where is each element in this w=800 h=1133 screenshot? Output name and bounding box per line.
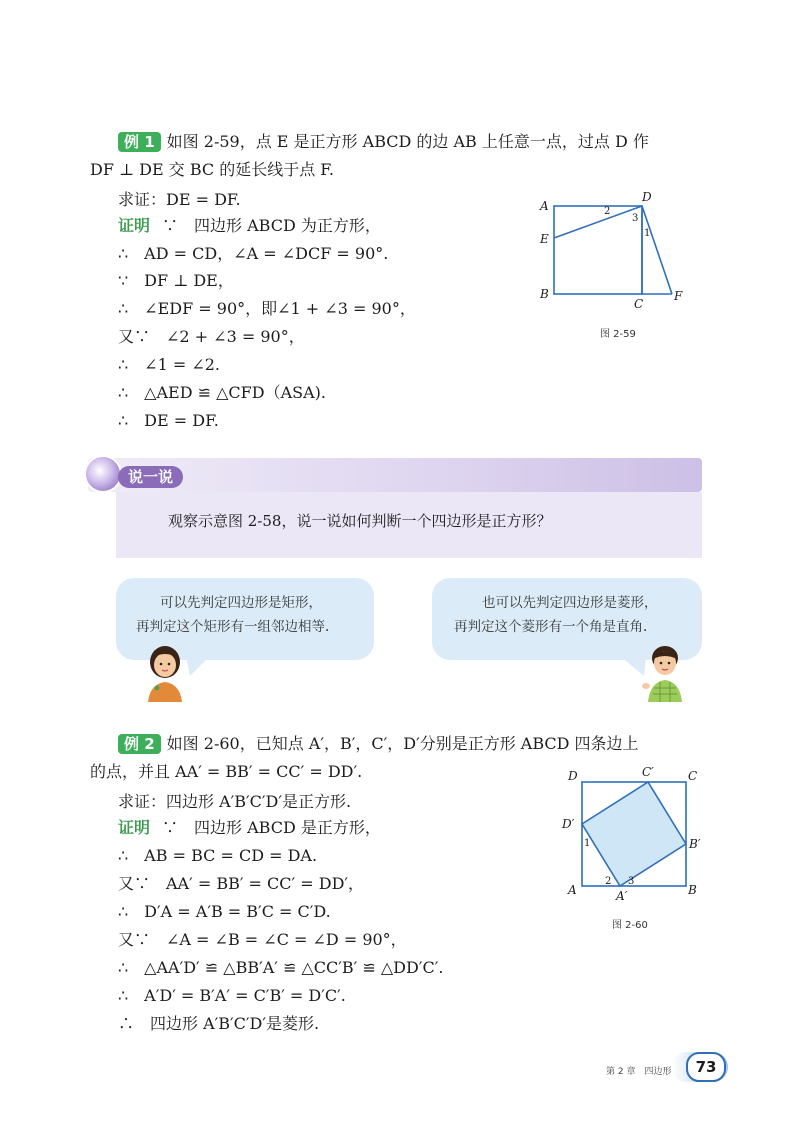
label-b: B [688,883,697,897]
proof-step: ∴ AB = BC = CD = DA. [118,846,318,865]
figure-2-59-caption: 图 2-59 [600,329,636,340]
example2-tag: 例 2 [118,734,161,754]
label-b1: B′ [689,837,701,851]
discuss-prompt: 观察示意图 2-58，说一说如何判断一个四边形是正方形？ [168,512,552,530]
proof-step: ∴ ∠1 = ∠2. [118,355,221,374]
label-d: D [568,769,578,783]
bubble-right-line1: 也可以先判定四边形是菱形， [482,595,658,611]
discuss-title: 说一说 [118,466,183,488]
example1-proof-first: 证明 ∵ 四边形 ABCD 为正方形， [118,216,381,235]
angle-1-label: 1 [584,838,591,849]
angle-2-label: 2 [604,206,611,217]
label-e: E [540,232,549,246]
bubble-left-line1: 可以先判定四边形是矩形， [160,595,322,611]
bubble-right-line2: 再判定这个菱形有一个角是直角. [454,619,648,635]
example2-prove: 求证：四边形 A′B′C′D′是正方形. [118,792,352,811]
angle-3-label: 3 [628,876,635,887]
boy-illustration [640,640,690,702]
angle-3-label: 3 [632,213,639,224]
figure-2-60-caption: 图 2-60 [612,920,648,931]
figure-2-60 [558,764,708,904]
label-c: C [688,769,698,783]
angle-1-label: 1 [644,228,651,239]
example2-statement-line2: 的点，并且 AA′ = BB′ = CC′ = DD′. [90,762,363,781]
bubble-left-tail [186,656,216,678]
proof-step: 又∵ ∠2 + ∠3 = 90°， [118,327,305,346]
label-d: D [642,190,652,204]
label-a1: A′ [616,889,628,903]
angle-2-label: 2 [605,876,612,887]
label-c1: C′ [642,765,654,779]
label-b: B [540,287,549,301]
proof-step: ∵ DF ⊥ DE， [118,271,234,290]
label-a: A [568,883,577,897]
example1-prove: 求证：DE = DF. [118,190,241,209]
speech-bubble-icon [84,455,122,493]
segment-ed [554,206,642,238]
example2-statement-line1: 例 2 如图 2-60，已知点 A′，B′，C′，D′分别是正方形 ABCD 四条边上 [118,734,639,754]
example1-tag: 例 1 [118,132,161,152]
bubble-left-line2: 再判定这个矩形有一组邻边相等. [136,619,330,635]
label-a: A [540,199,549,213]
proof-step: ∴ A′D′ = B′A′ = C′B′ = D′C′. [118,986,346,1005]
label-f: F [674,289,683,303]
inner-square [582,782,686,886]
chapter-footer: 第 2 章 四边形 [606,1067,672,1077]
girl-illustration [140,640,190,702]
proof-step: ∴ ∠EDF = 90°，即∠1 + ∠3 = 90°， [118,299,416,318]
figure-2-59 [530,188,700,313]
example1-statement-line1: 例 1 如图 2-59，点 E 是正方形 ABCD 的边 AB 上任意一点，过点 D 作 [118,132,649,152]
example1-statement-line2: DF ⊥ DE 交 BC 的延长线于点 F. [90,160,334,179]
page-number: 73 [686,1052,726,1082]
proof-step: 又∵ ∠A = ∠B = ∠C = ∠D = 90°， [118,930,407,949]
example2-proof-label: 证明 [118,818,151,837]
segment-df [642,206,672,294]
label-d1: D′ [562,817,575,831]
proof-step: ∴ △AED ≌ △CFD（ASA). [118,383,327,402]
proof-step: ∴ △AA′D′ ≌ △BB′A′ ≌ △CC′B′ ≌ △DD′C′. [118,958,444,977]
label-c: C [634,297,644,311]
proof-step: ∴ 四边形 A′B′C′D′是菱形. [118,1014,320,1033]
proof-step: ∴ DE = DF. [118,411,219,430]
example1-proof-label: 证明 [118,216,151,235]
example2-proof-first: 证明 ∵ 四边形 ABCD 是正方形， [118,818,381,837]
proof-step: ∴ AD = CD，∠A = ∠DCF = 90°. [118,244,389,263]
square-abcd [554,206,642,294]
proof-step: ∴ D′A = A′B = B′C = C′D. [118,902,331,921]
proof-step: 又∵ AA′ = BB′ = CC′ = DD′， [118,874,365,893]
